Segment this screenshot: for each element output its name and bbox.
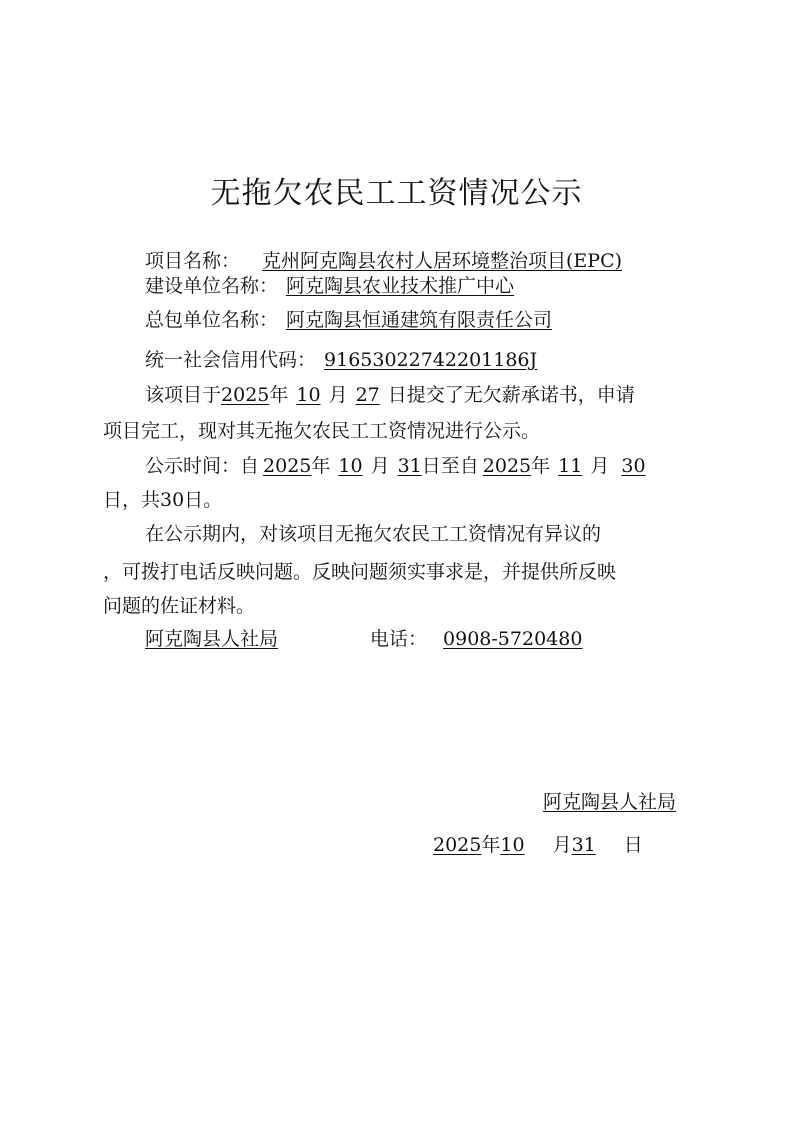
period-end-month: 11 xyxy=(558,455,583,477)
submit-line-2: 项目完工，现对其无拖欠农民工工资情况进行公示。 xyxy=(103,420,541,442)
period-start-year: 2025 xyxy=(263,455,312,477)
contact-line xyxy=(145,626,582,652)
page-title: 无拖欠农民工工资情况公示 xyxy=(210,176,583,211)
project-name-value: 克州阿克陶县农村人居环境整治项目(EPC) xyxy=(262,250,623,272)
signature-date: 2025年10 月31 日 xyxy=(433,834,643,856)
period-start-month: 10 xyxy=(338,455,363,477)
submit-line-1: 该项目于2025年 10 月 27 日提交了无欠薪承诺书，申请 xyxy=(145,384,635,406)
project-name-label: 项目名称： xyxy=(145,250,241,272)
credit-code-label: 统一社会信用代码： xyxy=(145,349,317,371)
signature-year: 2025 xyxy=(433,834,482,856)
contractor-value: 阿克陶县恒通建筑有限责任公司 xyxy=(286,309,553,331)
contact-org: 阿克陶县人社局 xyxy=(145,628,279,650)
submit-month: 10 xyxy=(296,384,321,406)
credit-code-line xyxy=(145,347,537,373)
objection-line-2: ，可拨打电话反映问题。反映问题须实事求是，并提供所反映 xyxy=(103,561,617,583)
signature-month: 10 xyxy=(500,834,525,856)
period-end-day: 30 xyxy=(621,455,646,477)
phone-number: 0908-5720480 xyxy=(443,628,583,650)
period-line-1: 公示时间：自 2025年 10 月 31日至自 2025年 11 月 30 xyxy=(145,455,646,477)
phone-label: 电话： xyxy=(370,628,428,650)
objection-line-3: 问题的佐证材料。 xyxy=(103,595,256,617)
submit-day: 27 xyxy=(355,384,380,406)
signature-day: 31 xyxy=(571,834,596,856)
signature-org: 阿克陶县人社局 xyxy=(543,791,677,813)
contractor-label: 总包单位名称： xyxy=(145,309,279,331)
contractor-line xyxy=(145,307,552,333)
objection-line-1: 在公示期内，对该项目无拖欠农民工工资情况有异议的 xyxy=(145,523,602,545)
credit-code-value: 91653022742201186J xyxy=(324,349,538,371)
period-end-year: 2025 xyxy=(482,455,532,477)
project-name-line xyxy=(145,248,630,274)
submit-year: 2025 xyxy=(221,384,270,406)
period-line-2: 日，共30日。 xyxy=(103,489,223,511)
builder-label: 建设单位名称： xyxy=(145,275,279,297)
builder-line xyxy=(145,273,514,299)
builder-value: 阿克陶县农业技术推广中心 xyxy=(286,275,515,297)
period-start-day: 31 xyxy=(397,455,422,477)
